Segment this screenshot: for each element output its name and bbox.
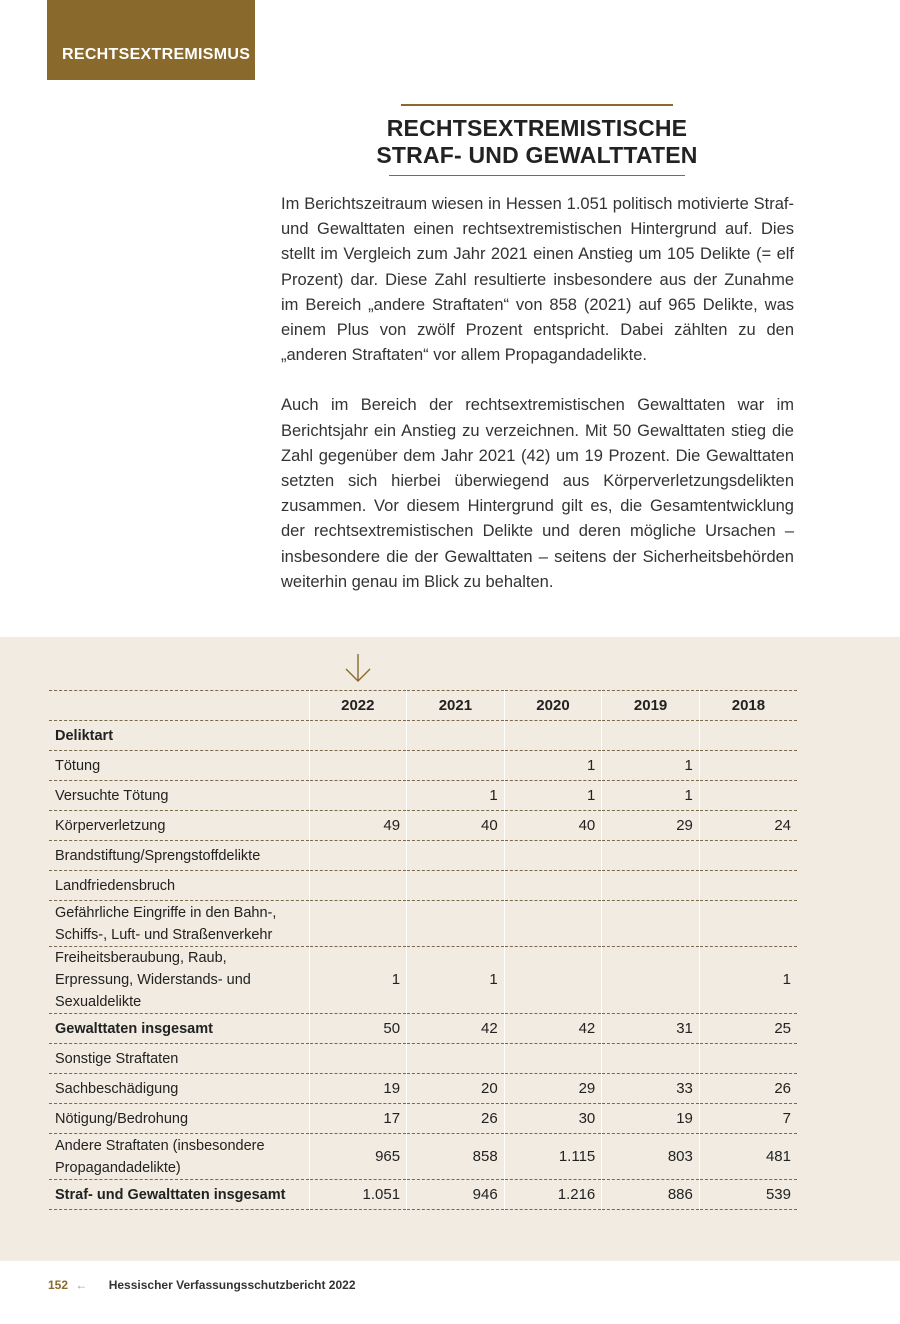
- cell-value: 1.216: [504, 1180, 602, 1210]
- page-title: [360, 104, 714, 176]
- title-rule-bottom: [389, 175, 685, 176]
- cell-value: [407, 721, 505, 751]
- table-row: [49, 947, 797, 1014]
- cell-value: 1: [602, 751, 700, 781]
- row-label: Sonstige Straftaten: [49, 1044, 309, 1074]
- cell-value: [699, 781, 797, 811]
- row-label: Gewalttaten insgesamt: [49, 1014, 309, 1044]
- cell-value: 24: [699, 811, 797, 841]
- cell-value: 803: [602, 1134, 700, 1180]
- cell-value: [504, 901, 602, 947]
- row-label: Sachbeschädigung: [49, 1074, 309, 1104]
- cell-value: [504, 947, 602, 1014]
- row-label: Landfriedensbruch: [49, 871, 309, 901]
- table-panel: [0, 637, 900, 1261]
- cell-value: [602, 841, 700, 871]
- crime-statistics-table: [49, 690, 797, 1210]
- header-cell-2021: 2021: [407, 691, 505, 721]
- cell-value: 26: [699, 1074, 797, 1104]
- cell-value: [602, 947, 700, 1014]
- paragraph-2: Auch im Bereich der rechtsextremistischen Gewalttaten war im Berichtsjahr ein Anstieg zu verzeichnen. Mit 50 Gewalttaten stieg die Zahl gegenüber dem Jahr 2021 (42) um 19 Prozent. Die Gewalttaten setzten sich hierbei überwiegend aus Körperverletzungsdelikten zusammen. Vor diesem Hintergrund gilt es, die Gesamtentwicklung der rechtsextremistischen Delikte und deren mögliche Ursachen – insbesondere die der Gewalttaten – seitens der Sicherheitsbehörden weiterhin genau im Blick zu behalten.: [281, 396, 794, 591]
- cell-value: [504, 841, 602, 871]
- cell-value: 40: [504, 811, 602, 841]
- cell-value: [602, 721, 700, 751]
- row-label: Deliktart: [49, 721, 309, 751]
- cell-value: 19: [309, 1074, 407, 1104]
- title-rule-top: [401, 104, 673, 106]
- table-row: [49, 781, 797, 811]
- cell-value: [602, 1044, 700, 1074]
- page-number: 152: [48, 1278, 69, 1292]
- cell-value: [407, 901, 505, 947]
- cell-value: 49: [309, 811, 407, 841]
- arrow-down-icon: [344, 653, 372, 683]
- cell-value: [504, 1044, 602, 1074]
- cell-value: 25: [699, 1014, 797, 1044]
- cell-value: 20: [407, 1074, 505, 1104]
- arrow-left-icon: ←: [75, 1278, 88, 1292]
- cell-value: [309, 751, 407, 781]
- row-label: Freiheitsberaubung, Raub, Erpressung, Widerstands- und Sexualdelikte: [49, 947, 309, 1014]
- cell-value: 886: [602, 1180, 700, 1210]
- cell-value: 858: [407, 1134, 505, 1180]
- cell-value: 31: [602, 1014, 700, 1044]
- cell-value: [309, 721, 407, 751]
- table-row: [49, 901, 797, 947]
- cell-value: 26: [407, 1104, 505, 1134]
- table-row: [49, 1104, 797, 1134]
- header-cell-2020: 2020: [504, 691, 602, 721]
- cell-value: 1: [699, 947, 797, 1014]
- cell-value: [407, 1044, 505, 1074]
- cell-value: [602, 871, 700, 901]
- cell-value: 42: [407, 1014, 505, 1044]
- table-row: [49, 841, 797, 871]
- row-label: Tötung: [49, 751, 309, 781]
- cell-value: 1.115: [504, 1134, 602, 1180]
- header-cell-2022: 2022: [309, 691, 407, 721]
- title-line-1: RECHTSEXTREMISTISCHE: [386, 115, 688, 141]
- cell-value: [699, 871, 797, 901]
- header-cell-empty: [49, 691, 309, 721]
- cell-value: 1: [504, 781, 602, 811]
- title-line-2: STRAF- UND GEWALTTATEN: [376, 142, 698, 168]
- cell-value: 30: [504, 1104, 602, 1134]
- cell-value: [699, 841, 797, 871]
- table-row: [49, 1044, 797, 1074]
- table-header-row: [49, 691, 797, 721]
- cell-value: 29: [602, 811, 700, 841]
- table-row: [49, 1134, 797, 1180]
- cell-value: 1: [407, 781, 505, 811]
- table-row: [49, 751, 797, 781]
- cell-value: [309, 841, 407, 871]
- cell-value: [602, 901, 700, 947]
- cell-value: 33: [602, 1074, 700, 1104]
- cell-value: 1: [504, 751, 602, 781]
- row-label: Gefährliche Eingriffe in den Bahn-, Schiffs-, Luft- und Straßenverkehr: [49, 901, 309, 947]
- cell-value: 539: [699, 1180, 797, 1210]
- cell-value: 17: [309, 1104, 407, 1134]
- table-row: [49, 871, 797, 901]
- cell-value: 1: [309, 947, 407, 1014]
- cell-value: 42: [504, 1014, 602, 1044]
- cell-value: 1: [602, 781, 700, 811]
- cell-value: [407, 751, 505, 781]
- cell-value: 1: [407, 947, 505, 1014]
- row-label: Andere Straftaten (insbesondere Propagandadelikte): [49, 1134, 309, 1180]
- row-label: Versuchte Tötung: [49, 781, 309, 811]
- cell-value: 1.051: [309, 1180, 407, 1210]
- header-cell-2019: 2019: [602, 691, 700, 721]
- cell-value: [699, 721, 797, 751]
- row-label: Straf- und Gewalttaten insgesamt: [49, 1180, 309, 1210]
- section-tab-label: RECHTSEXTREMISMUS: [62, 46, 251, 63]
- cell-value: [309, 871, 407, 901]
- cell-value: 29: [504, 1074, 602, 1104]
- body-text: [281, 192, 794, 620]
- paragraph-1: Im Berichtszeitraum wiesen in Hessen 1.051 politisch motivierte Straf- und Gewalttaten einen rechtsextremistischen Hintergrund auf. Dies stellt im Vergleich zum Jahr 2021 einen Anstieg um 105 Delikte (= elf Prozent) dar. Diese Zahl resultierte insbesondere aus der Zunahme im Bereich „andere Straftaten“ von 858 (2021) auf 965 Delikte, was einem Plus von zwölf Prozent entspricht. Dabei zählten zu den „anderen Straftaten“ vor allem Propagandadelikte.: [281, 195, 794, 365]
- cell-value: 7: [699, 1104, 797, 1134]
- publication-title: Hessischer Verfassungsschutzbericht 2022: [108, 1278, 356, 1292]
- cell-value: [407, 841, 505, 871]
- cell-value: 50: [309, 1014, 407, 1044]
- table-row: [49, 721, 797, 751]
- table-row: [49, 811, 797, 841]
- cell-value: [699, 901, 797, 947]
- cell-value: [309, 1044, 407, 1074]
- cell-value: [504, 871, 602, 901]
- row-label: Nötigung/Bedrohung: [49, 1104, 309, 1134]
- cell-value: 946: [407, 1180, 505, 1210]
- row-label: Brandstiftung/Sprengstoffdelikte: [49, 841, 309, 871]
- table-row: [49, 1074, 797, 1104]
- table-row: [49, 1180, 797, 1210]
- table-row: [49, 1014, 797, 1044]
- cell-value: 40: [407, 811, 505, 841]
- header-cell-2018: 2018: [699, 691, 797, 721]
- cell-value: 965: [309, 1134, 407, 1180]
- cell-value: [699, 751, 797, 781]
- page-footer: [48, 1278, 356, 1292]
- cell-value: 19: [602, 1104, 700, 1134]
- section-tab: [47, 0, 255, 80]
- cell-value: [407, 871, 505, 901]
- cell-value: [309, 901, 407, 947]
- cell-value: [504, 721, 602, 751]
- cell-value: [309, 781, 407, 811]
- row-label: Körperverletzung: [49, 811, 309, 841]
- cell-value: 481: [699, 1134, 797, 1180]
- cell-value: [699, 1044, 797, 1074]
